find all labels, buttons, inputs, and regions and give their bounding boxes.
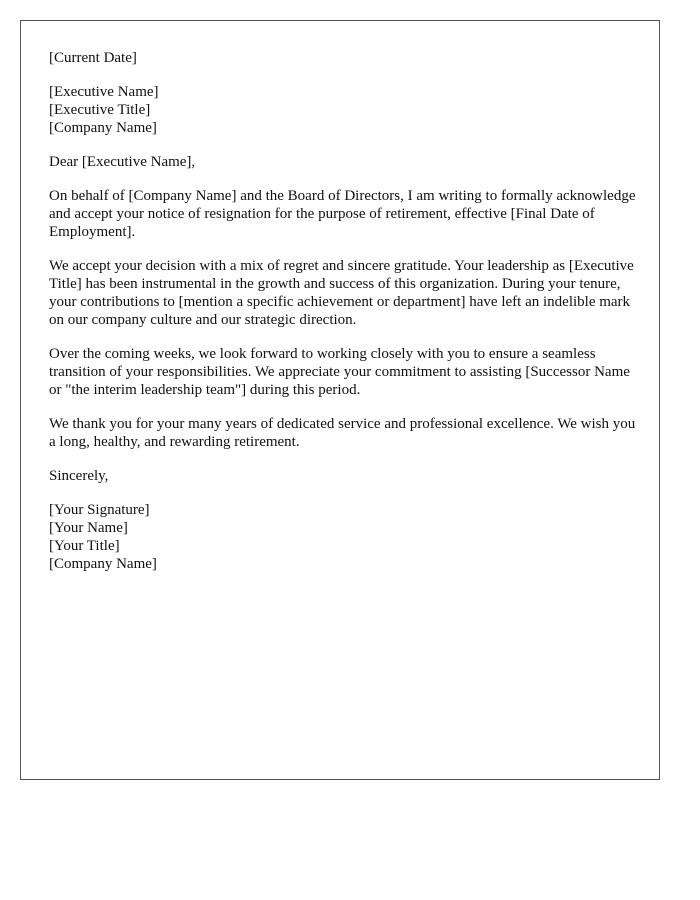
sender-block bbox=[49, 501, 639, 573]
recipient-company: [Company Name] bbox=[49, 120, 157, 136]
sender-name: [Your Name] bbox=[49, 520, 128, 536]
paragraph-gratitude: We accept your decision with a mix of regret and sincere gratitude. Your leadership as [Executive Title] has been instrumental in the growth and success of this organization. During your tenure, your contributions to [mention a specific achievement or department] have left an indelible mark on our company culture and our strategic direction. bbox=[49, 258, 634, 328]
date-block bbox=[49, 49, 639, 67]
recipient-name: [Executive Name] bbox=[49, 84, 159, 100]
paragraph-thanks: We thank you for your many years of dedicated service and professional excellence. We wish you a long, healthy, and rewarding retirement. bbox=[49, 416, 636, 450]
sender-company: [Company Name] bbox=[49, 556, 157, 572]
recipient-address bbox=[49, 83, 639, 137]
salutation-block bbox=[49, 153, 639, 171]
letter-body bbox=[49, 49, 639, 589]
letter-page bbox=[20, 20, 660, 780]
sender-signature: [Your Signature] bbox=[49, 502, 150, 518]
letter-date: [Current Date] bbox=[49, 50, 137, 66]
closing: Sincerely, bbox=[49, 468, 109, 484]
recipient-title: [Executive Title] bbox=[49, 102, 151, 118]
salutation: Dear [Executive Name], bbox=[49, 154, 196, 170]
paragraph-acknowledgement: On behalf of [Company Name] and the Board of Directors, I am writing to formally acknowledge and accept your notice of resignation for the purpose of retirement, effective [Final Date of Employment]. bbox=[49, 188, 636, 240]
sender-title: [Your Title] bbox=[49, 538, 120, 554]
closing-block bbox=[49, 467, 639, 485]
paragraph-transition: Over the coming weeks, we look forward to working closely with you to ensure a seamless transition of your responsibilities. We appreciate your commitment to assisting [Successor Name or "the interim leadership team"] during this period. bbox=[49, 346, 630, 398]
